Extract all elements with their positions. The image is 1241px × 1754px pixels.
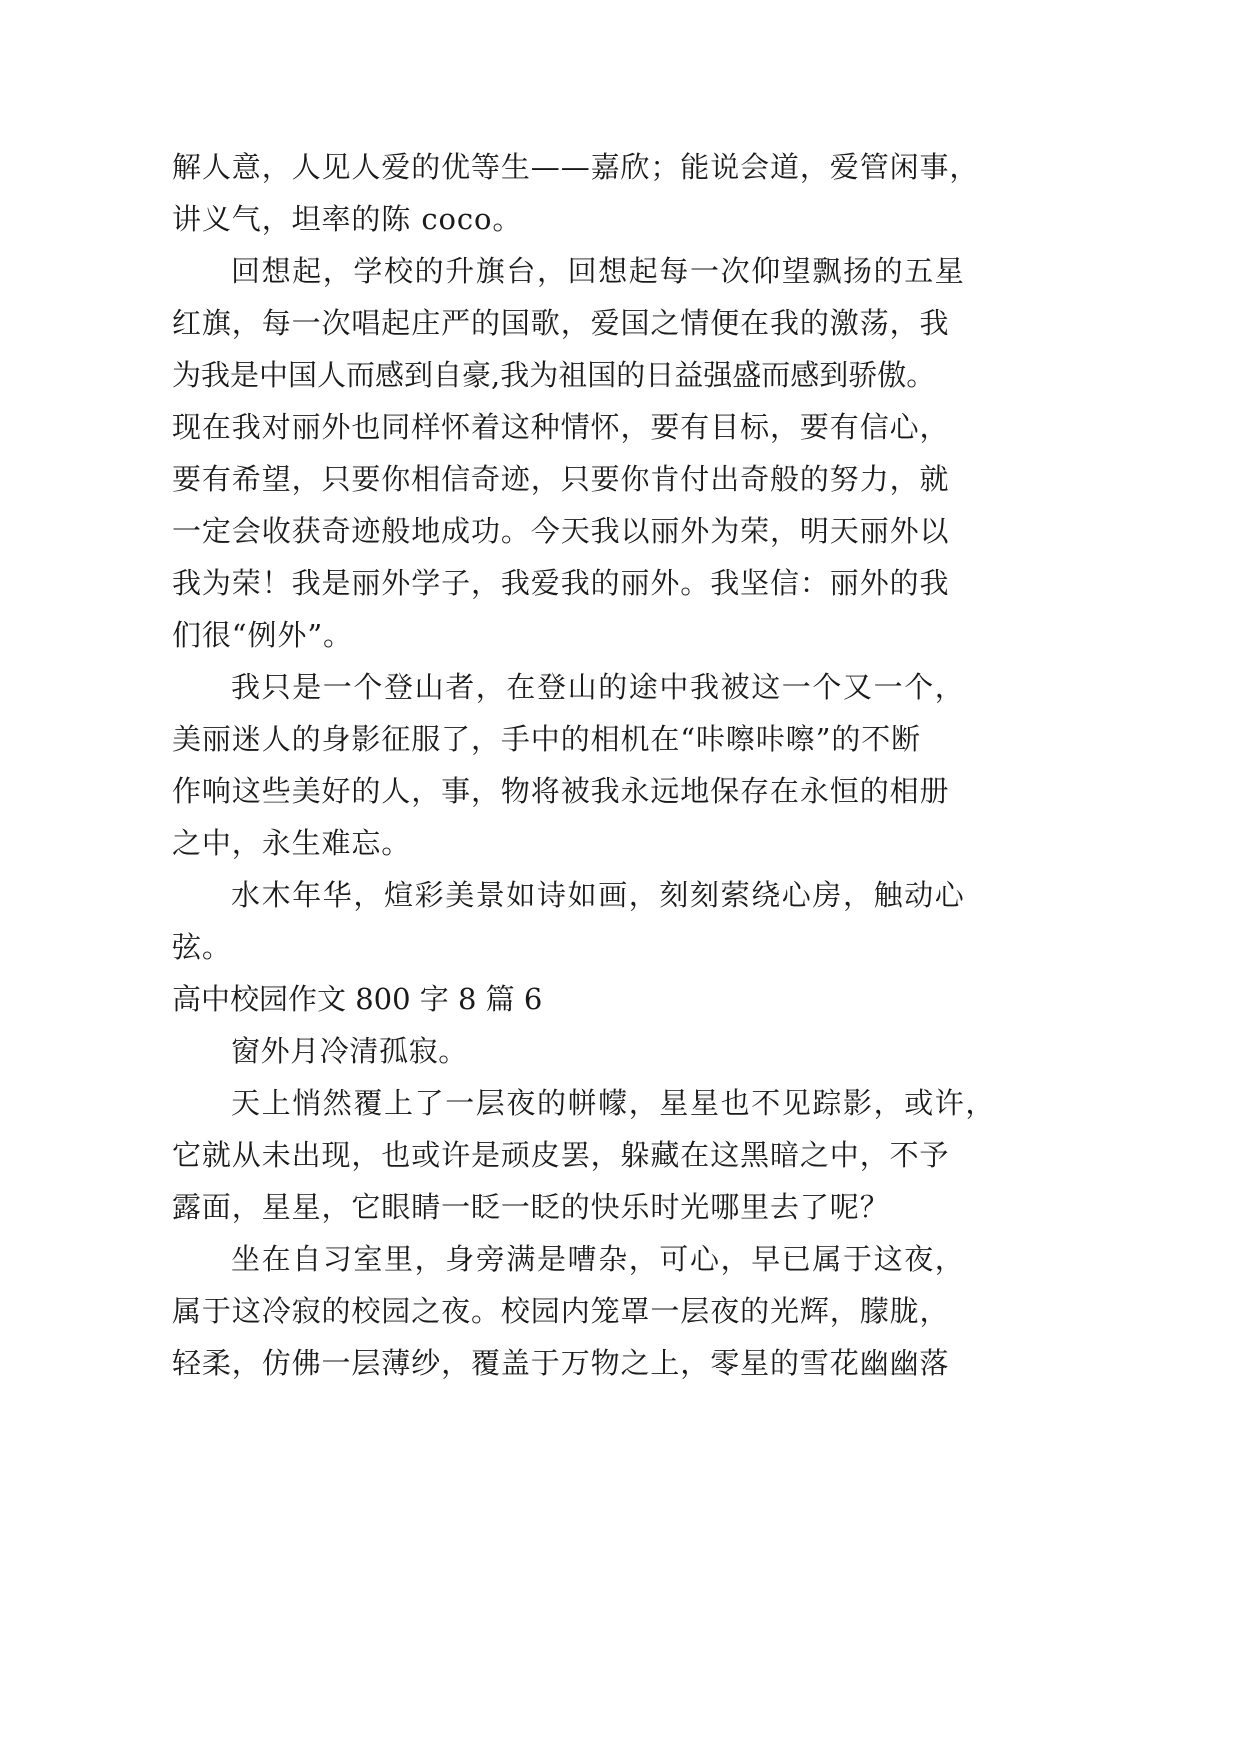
- text-line: 红旗，每一次唱起庄严的国歌，爱国之情便在我的激荡，我: [172, 306, 950, 340]
- text-line: 现在我对丽外也同样怀着这种情怀，要有目标，要有信心，: [172, 410, 950, 444]
- text-line: 回想起，学校的升旗台，回想起每一次仰望飘扬的五星: [231, 254, 966, 288]
- text-line: 天上悄然覆上了一层夜的帡幪，星星也不见踪影，或许，: [231, 1086, 997, 1120]
- section-heading: 高中校园作文 800 字 8 篇 6: [172, 982, 543, 1016]
- text-line: 解人意，人见人爱的优等生——嘉欣；能说会道，爱管闲事，: [172, 150, 980, 184]
- text-line: 要有希望，只要你相信奇迹，只要你肯付出奇般的努力，就: [172, 462, 950, 496]
- text-line: 露面，星星，它眼睛一眨一眨的快乐时光哪里去了呢？: [172, 1190, 890, 1224]
- text-line: 为我是中国人而感到自豪,我为祖国的日益强盛而感到骄傲。: [172, 358, 936, 392]
- text-line: 轻柔，仿佛一层薄纱，覆盖于万物之上，零星的雪花幽幽落: [172, 1346, 950, 1380]
- text-line: 它就从未出现，也或许是顽皮罢，躲藏在这黑暗之中，不予: [172, 1138, 950, 1172]
- text-line: 我为荣！我是丽外学子，我爱我的丽外。我坚信：丽外的我: [172, 566, 950, 600]
- text-line: 之中，永生难忘。: [172, 826, 412, 860]
- text-line: 弦。: [172, 930, 232, 964]
- text-line: 属于这冷寂的校园之夜。校园内笼罩一层夜的光辉，朦胧，: [172, 1294, 950, 1328]
- text-line: 作响这些美好的人，事，物将被我永远地保存在永恒的相册: [172, 774, 950, 808]
- text-line: 我只是一个登山者，在登山的途中我被这一个又一个，: [231, 670, 966, 704]
- text-line: 坐在自习室里，身旁满是嘈杂，可心，早已属于这夜，: [231, 1242, 966, 1276]
- text-line: 讲义气，坦率的陈 coco。: [172, 202, 523, 236]
- text-line: 一定会收获奇迹般地成功。今天我以丽外为荣，明天丽外以: [172, 514, 950, 548]
- text-line: 们很“例外”。: [172, 618, 353, 652]
- text-line: 美丽迷人的身影征服了，手中的相机在“咔嚓咔嚓”的不断: [172, 722, 922, 756]
- text-line: 窗外月冷清孤寂。: [231, 1034, 468, 1068]
- text-line: 水木年华，煊彩美景如诗如画，刻刻萦绕心房，触动心: [231, 878, 966, 912]
